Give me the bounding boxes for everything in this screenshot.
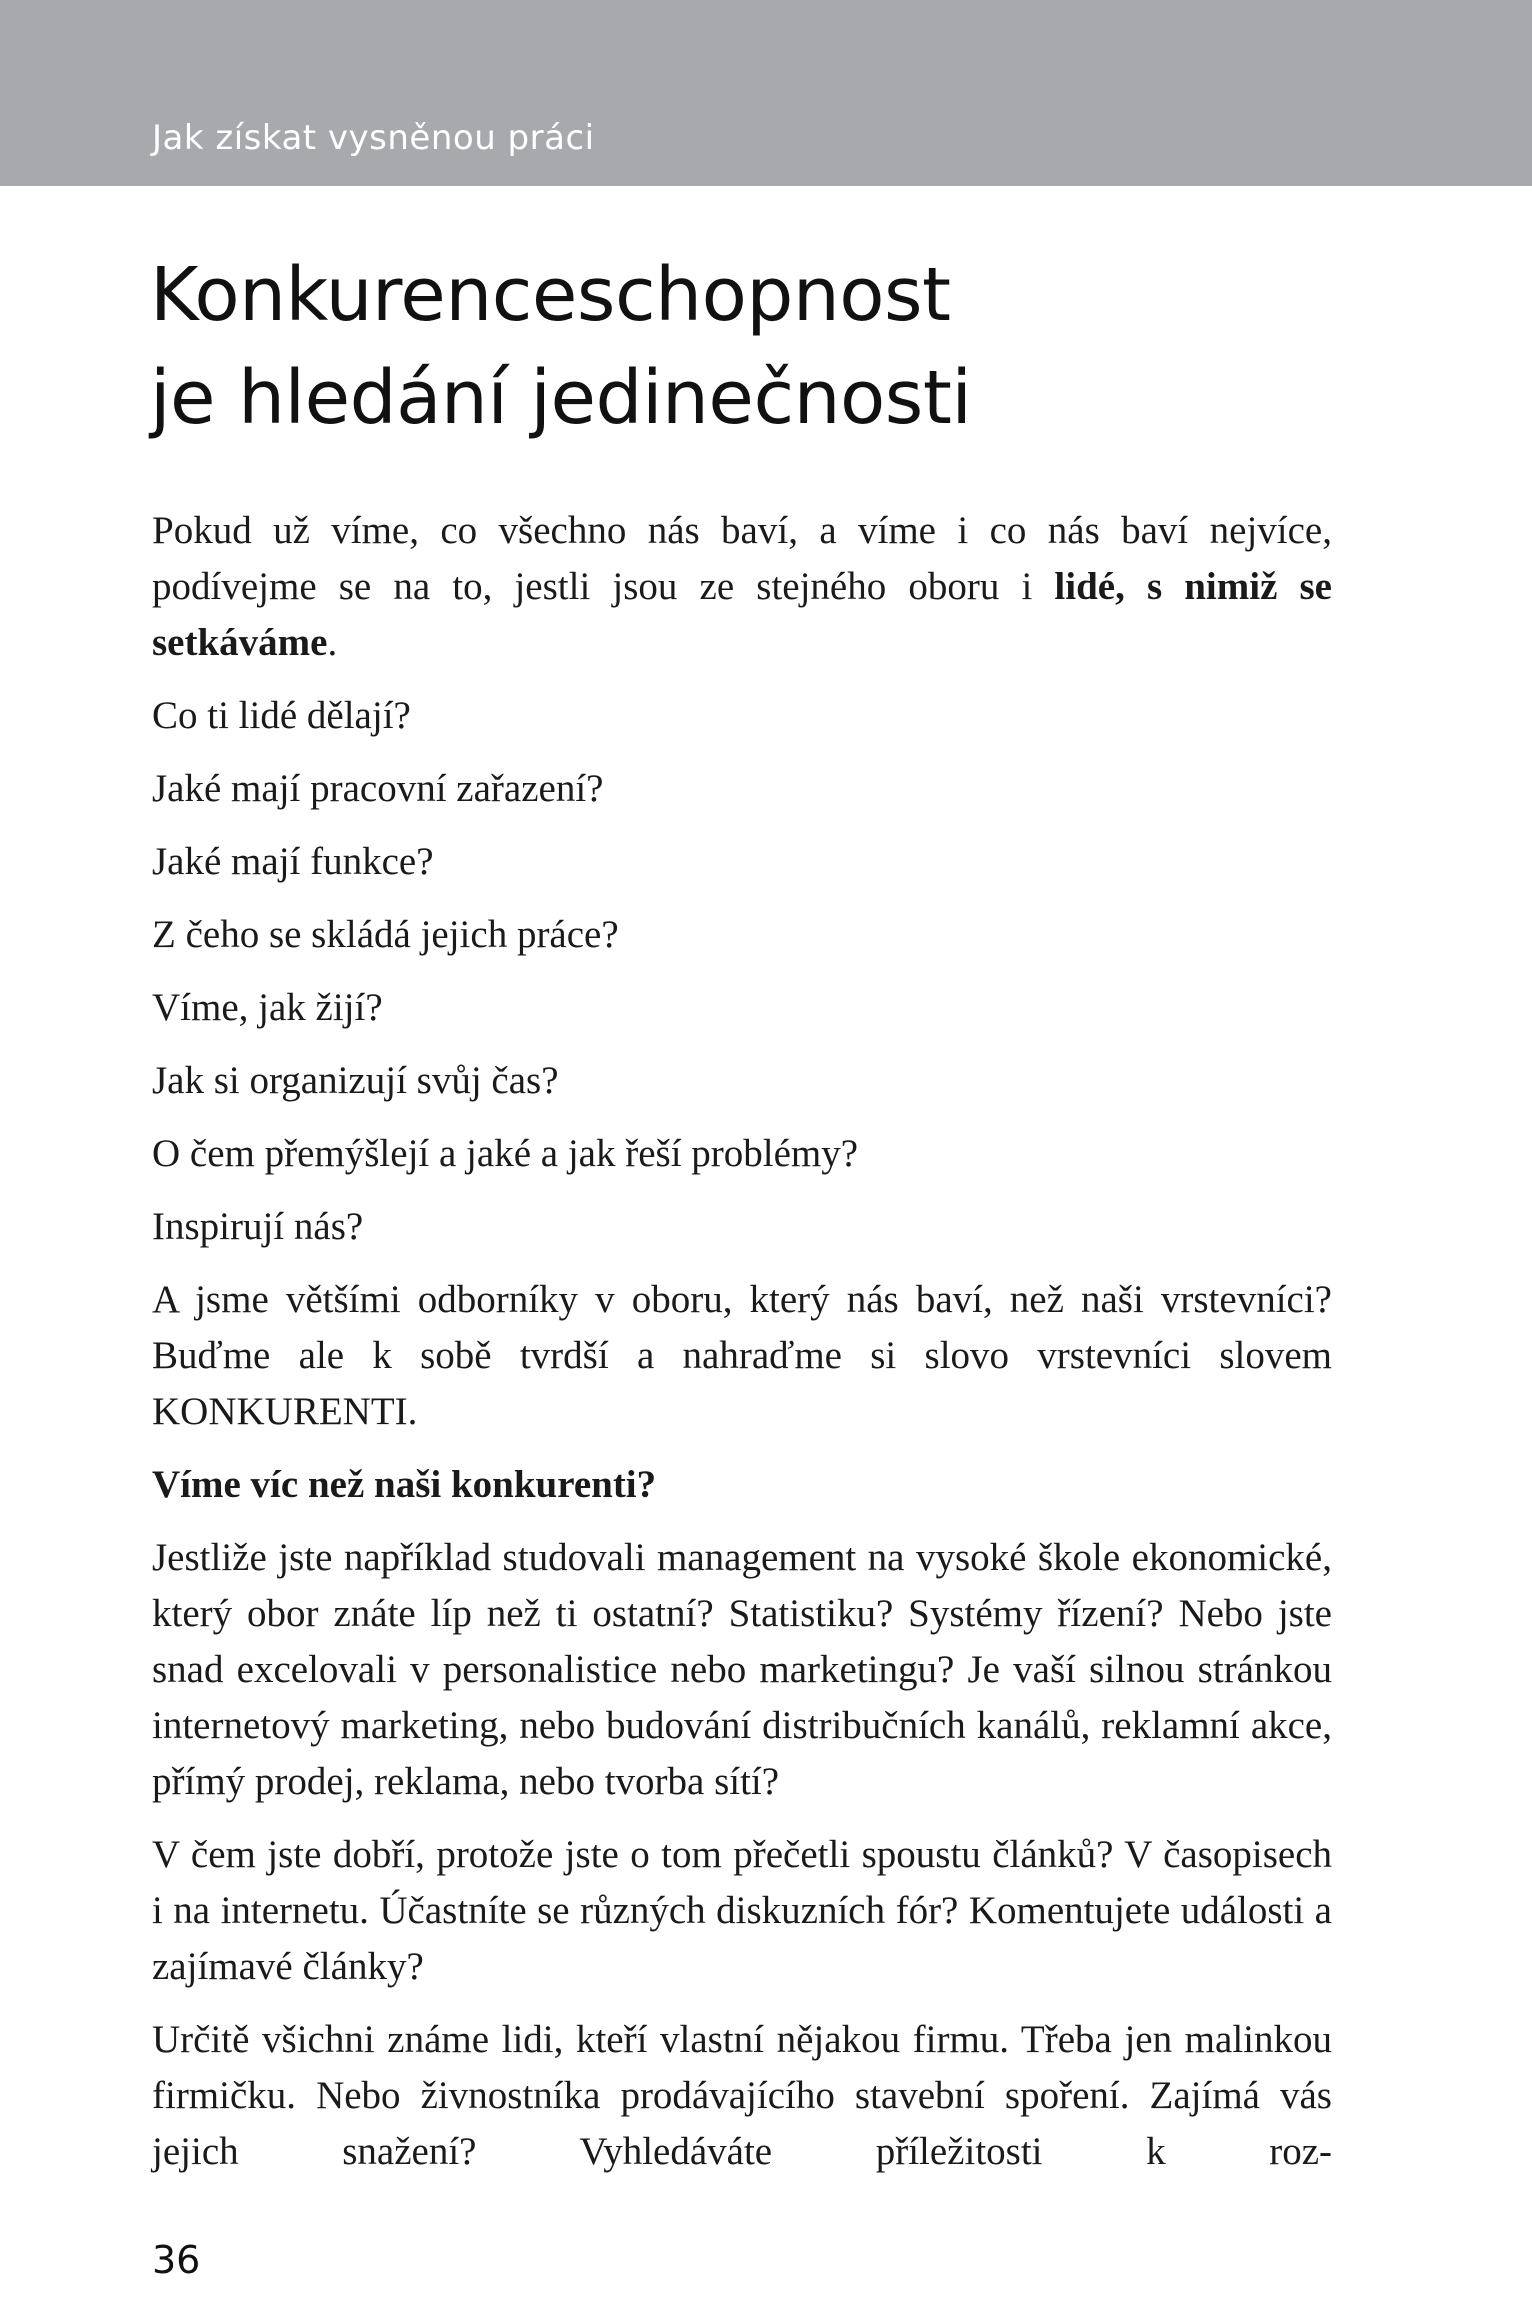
paragraph-competitors: A jsme většími odborníky v oboru, který nás baví, než naši vrstevníci? Buďme ale k sobě tvrdší a nahraďme si slovo vrstevníci slovem KONKURENTI. <box>152 1278 1332 1433</box>
paragraph-intro <box>152 503 1332 671</box>
paragraph-intro-bold: lidé, s nimiž se setkáváme <box>152 565 1332 664</box>
question-line: O čem přemýšlejí a jaké a jak řeší problémy? <box>152 1132 859 1175</box>
running-head: Jak získat vysněnou práci <box>152 118 595 158</box>
header-bar <box>0 0 1532 186</box>
paragraph-intro-text: Pokud už víme, co všechno nás baví, a víme i co nás baví nejvíce, podívejme se na to, jestli jsou ze stejného oboru i <box>152 509 1332 608</box>
question-line: Z čeho se skládá jejich práce? <box>152 913 619 956</box>
paragraph-firms: Určitě všichni známe lidi, kteří vlastní nějakou firmu. Třeba jen malinkou firmičku. Nebo živnostníka prodávajícího stavební spoření. Zajímá vás jejich snažení? Vyhledáváte příležitosti k roz- <box>152 2018 1332 2173</box>
chapter-title-line-1: Konkurenceschopnost <box>150 252 951 338</box>
question-line: Co ti lidé dělají? <box>152 694 411 737</box>
page-number: 36 <box>152 2238 201 2282</box>
paragraph-intro-end: . <box>327 621 338 664</box>
question-line: Jaké mají funkce? <box>152 840 434 883</box>
chapter-title <box>150 244 1350 450</box>
question-line: Jaké mají pracovní zařazení? <box>152 767 604 810</box>
bold-heading-text: Víme víc než naši konkurenti? <box>152 1463 657 1506</box>
bold-heading <box>152 1457 1332 1513</box>
paragraph-management: Jestliže jste například studovali management na vysoké škole ekonomické, který obor znáte líp než ti ostatní? Statistiku? Systémy řízení? Nebo jste snad excelovali v personalistice nebo marketingu? Je vaší silnou stránkou internetový marketing, nebo budování distribučních kanálů, reklamní akce, přímý prodej, reklama, nebo tvorba sítí? <box>152 1536 1332 1803</box>
question-line: Inspirují nás? <box>152 1205 364 1248</box>
chapter-title-line-2: je hledání jedinečnosti <box>150 355 972 441</box>
question-line: Jak si organizují svůj čas? <box>152 1059 559 1102</box>
paragraph-articles: V čem jste dobří, protože jste o tom přečetli spoustu článků? V časopisech i na internetu. Účastníte se různých diskuzních fór? Komentujete události a zajímavé články? <box>152 1833 1332 1988</box>
question-line: Víme, jak žijí? <box>152 986 383 1029</box>
body-text <box>152 503 1332 2197</box>
